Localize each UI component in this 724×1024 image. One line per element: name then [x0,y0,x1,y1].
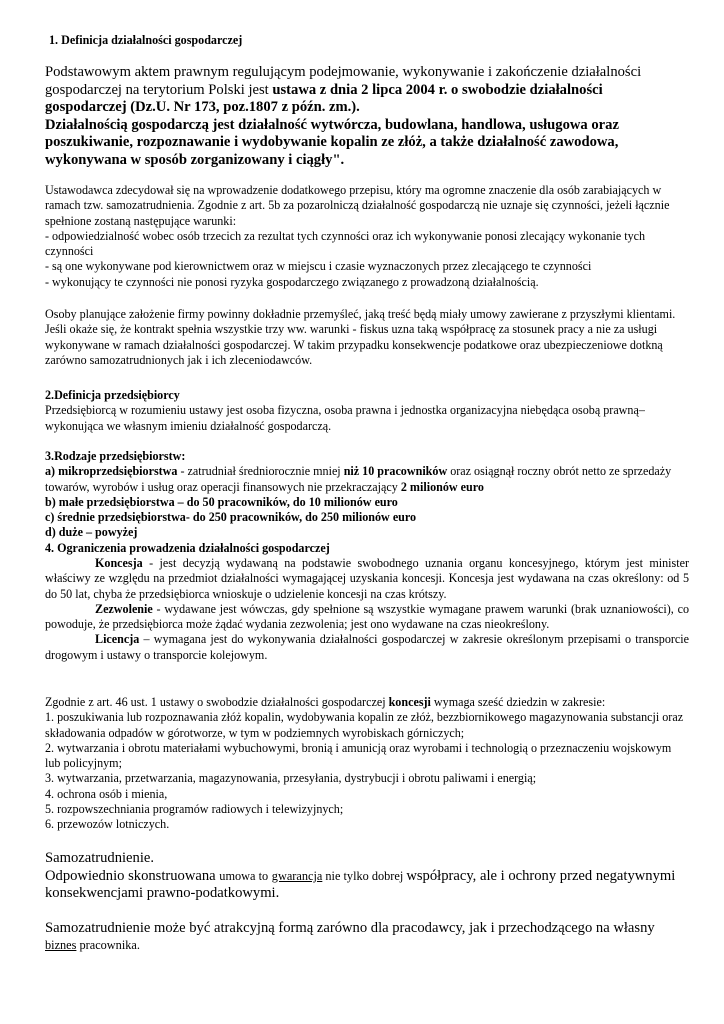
zezwolenie-paragraph [45,602,689,633]
text: – wymagana jest do wykonywania działalności gospodarczej w zakresie określonym przepisami o transporcie drogowym i ustawy o transporcie kolejowym. [45,632,689,662]
text: Zgodnie z art. 46 ust. 1 ustawy o swobodzie działalności gospodarczej [45,695,389,709]
list-item: 5. rozpowszechniania programów radiowych i telewizyjnych; [45,802,344,817]
enterprise-type-small: b) małe przedsiębiorstwa – do 50 pracowników, do 10 milionów euro [45,494,398,509]
link-gwarancja[interactable]: gwarancja [271,868,323,883]
concession-intro [45,695,687,710]
text: Samozatrudnienie może być atrakcyjną formą zarówno dla pracodawcy, jak i przechodzącego na własny [45,919,655,936]
section-1-heading: 1. Definicja działalności gospodarczej [49,33,243,47]
condition-item: - wykonujący te czynności nie ponosi ryzyka gospodarczego związanego z prowadzoną działalnością. [45,274,539,289]
self-employment-paragraph [45,868,685,903]
section-3 [45,449,687,556]
emphasis: niż 10 pracowników [343,464,448,479]
text: - jest decyzją wydawaną na podstawie swobodnego uznania organu koncesyjnego, którym jest minister właściwy ze względu na przedmiot działalności wymagającej uzyskania koncesji. Koncesja jest wydawana na czas określony: od 5 do 50 lat, chyba że przedsiębiorca wnioskuje o udzielenie koncesji na czas krótszy. [45,556,689,601]
list-item: 1. poszukiwania lub rozpoznawania złóż kopalin, wydobywania kopalin ze złóż, bezzbiornikowego magazynowania substancji oraz składowania odpadów w górotworze, w tym w podziemnych wyrobiskach górniczych; [45,710,684,740]
enterprise-type-large: d) duże – powyżej [45,525,138,540]
section-4-heading: 4. Ograniczenia prowadzenia działalności gospodarczej [45,540,330,555]
text: - zatrudniał średniorocznie mniej [177,464,344,479]
section-3-heading: 3.Rodzaje przedsiębiorstw: [45,449,186,463]
text: - wydawane jest wówczas, gdy spełnione są wszystkie wymagane prawem warunki (brak uznaniowości), co powoduje, że przedsiębiorca może żądać wydania zezwolenia; jest ono wydawane na czas nieokreślony. [45,601,689,632]
list-item: 3. wytwarzania, przetwarzania, magazynowania, przesyłania, dystrybucji i obrotu paliwami i energią; [45,771,537,786]
definition-text: Działalnością gospodarczą jest działalność wytwórcza, budowlana, handlowa, usługowa oraz poszukiwanie, rozpoznawanie i wydobywanie kopalin ze złóż, a także działalność zawodowa, wykonywana w sposób zorganizowany i ciągły". [45,116,619,168]
text: wymaga sześć dziedzin w zakresie: [430,695,606,709]
koncesja-paragraph [45,556,689,602]
self-employment-provision [45,183,687,290]
label: a) mikroprzedsiębiorstwa [45,464,178,479]
text: pracownika. [76,938,140,953]
list-item: 4. ochrona osób i mienia, [45,786,168,801]
self-employment-section [45,850,685,955]
section-4-body [45,556,689,663]
licencja-paragraph [45,632,689,663]
term: Zezwolenie [95,601,153,616]
provision-intro: Ustawodawca zdecydował się na wprowadzenie dodatkowego przepisu, który ma ogromne znaczenie dla osób zarabiających w ramach tzw. samozatrudnienia. Zgodnie z art. 5b za pozarolniczą działalność gospodarczą nie uznaje się czynności, jeżeli łącznie spełnione zostaną następujące warunki: [45,183,670,228]
list-item: 6. przewozów lotniczych. [45,817,170,832]
condition-item: - odpowiedzialność wobec osób trzecich za rezultat tych czynności oraz ich wykonywanie ponosi zlecający wykonanie tych czynności [45,228,646,259]
term: Licencja [95,632,140,647]
condition-item: - są one wykonywane pod kierownictwem oraz w miejscu i czasie wyznaczonych przez zlecającego te czynności [45,259,592,274]
self-employment-heading: Samozatrudnienie. [45,850,155,866]
list-item: 2. wytwarzania i obrotu materiałami wybuchowymi, bronią i amunicją oraz wyrobami i technologią o przeznaczeniu wojskowym lub policyjnym; [45,740,672,771]
term: Koncesja [95,556,143,570]
text: nie tylko dobrej [322,868,407,883]
act-reference: ustawa z dnia 2 lipca 2004 r. o swobodzie działalności gospodarczej (Dz.U. Nr 173, poz.1807 z późn. zm.). [45,81,603,116]
section-2 [45,388,685,434]
section-2-heading: 2.Definicja przedsiębiorcy [45,388,180,402]
text: umowa to [219,868,269,883]
self-employment-paragraph-2 [45,920,685,955]
enterprise-type-micro [45,464,687,495]
concession-list [45,695,687,833]
section-1-paragraph [45,64,685,170]
section-2-text: Przedsiębiorcą w rozumieniu ustawy jest osoba fizyczna, osoba prawna i jednostka organizacyjna niebędąca osobą prawną– wykonująca we własnym imieniu działalność gospodarczą. [45,403,645,433]
paragraph-text: Podstawowym aktem prawnym regulującym podejmowanie, wykonywanie i zakończenie działalności gospodarczej na terytorium Polski jest [45,64,642,98]
text: oraz osiągnął roczny obrót netto ze sprzedaży towarów, wyrobów i usług oraz operacji finansowych nie przekraczający [45,464,672,494]
contracts-paragraph: Osoby planujące założenie firmy powinny dokładnie przemyśleć, jaką treść będą miały umowy zawierane z przyszłymi klientami. Jeśli okaże się, że kontrakt spełnia wszystkie trzy ww. warunki - fiskus uzna taką współpracę za stosunek pracy a nie za usługi wykonywane w ramach działalności gospodarczej. W takim przypadku konsekwencje podatkowe oraz ubezpieczeniowe dotkną zarówno samozatrudnionych jak i ich zleceniodawców. [45,307,676,367]
text: współpracy, ale i ochrony przed negatywnymi konsekwencjami prawno-podatkowymi. [45,867,676,902]
enterprise-type-medium: c) średnie przedsiębiorstwa- do 250 pracowników, do 250 milionów euro [45,510,417,525]
link-biznes[interactable]: biznes [45,938,77,953]
text: Odpowiednio skonstruowana [45,867,220,884]
emphasis: 2 milionów euro [400,479,484,494]
emphasis: koncesji [388,695,431,709]
